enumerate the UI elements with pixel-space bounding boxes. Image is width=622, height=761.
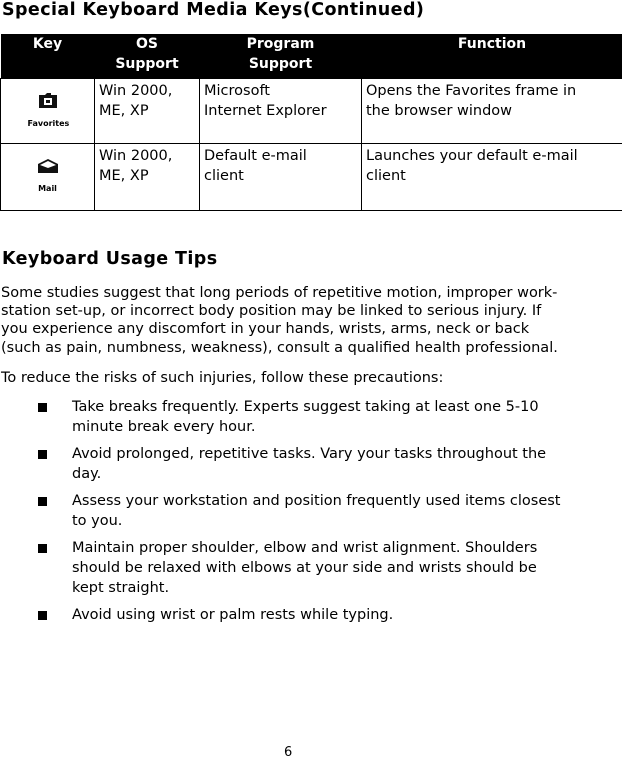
function-line: Opens the Favorites frame in — [366, 83, 577, 99]
program-line: Microsoft — [204, 83, 270, 99]
tip-line: Avoid using wrist or palm rests while typing. — [72, 607, 394, 623]
mail-key — [28, 158, 68, 197]
intro-line: Some studies suggest that long periods of repetitive motion, improper work- — [1, 285, 558, 301]
favorites-folder-icon — [38, 91, 58, 109]
header-program — [200, 34, 362, 79]
function-cell — [362, 79, 622, 144]
square-bullet-icon — [38, 497, 47, 506]
favorites-key — [28, 91, 68, 132]
intro-line: you experience any discomfort in your hands, wrists, arms, neck or back — [1, 321, 530, 338]
header-key: Key — [1, 34, 95, 79]
intro-paragraph — [1, 284, 621, 357]
mail-envelope-icon — [37, 158, 59, 174]
header-program-line: Support — [248, 56, 313, 72]
key-caption: Mail — [38, 183, 57, 193]
list-item — [0, 491, 622, 531]
square-bullet-icon — [38, 450, 47, 459]
table-row — [1, 144, 622, 211]
list-item — [0, 397, 622, 437]
key-cell — [1, 144, 95, 211]
header-os-line: OS — [136, 36, 158, 52]
page-number: 6 — [284, 745, 293, 760]
program-line: Default e-mail — [204, 148, 307, 164]
tip-line: kept straight. — [72, 580, 170, 596]
header-program-line: Program — [246, 36, 315, 52]
tip-line: minute break every hour. — [72, 419, 256, 435]
square-bullet-icon — [38, 403, 47, 412]
precautions-lead: To reduce the risks of such injuries, follow these precautions: — [1, 370, 444, 386]
key-caption: Favorites — [27, 118, 70, 128]
os-line: Win 2000, — [99, 83, 173, 99]
program-cell — [200, 79, 362, 144]
function-line: client — [366, 168, 406, 184]
program-line: Internet Explorer — [204, 103, 327, 119]
os-cell — [95, 144, 200, 211]
key-cell — [1, 79, 95, 144]
program-cell — [200, 144, 362, 211]
list-item — [0, 605, 622, 625]
os-line: ME, XP — [99, 103, 149, 119]
list-item — [0, 538, 622, 598]
section-title: Special Keyboard Media Keys(Continued) — [2, 0, 425, 20]
function-line: the browser window — [366, 103, 513, 119]
os-line: ME, XP — [99, 168, 149, 184]
header-os-line: Support — [115, 56, 179, 72]
header-function: Function — [362, 34, 622, 79]
os-cell — [95, 79, 200, 144]
tip-line: Maintain proper shoulder, elbow and wrist alignment. Shoulders — [72, 540, 538, 556]
media-keys-table — [0, 34, 622, 211]
square-bullet-icon — [38, 544, 47, 553]
precautions-list — [0, 397, 622, 632]
square-bullet-icon — [38, 611, 47, 620]
intro-line: station set-up, or incorrect body position may be linked to serious injury. If — [1, 303, 542, 320]
header-os — [95, 34, 200, 79]
tip-line: Assess your workstation and position frequently used items closest — [72, 493, 561, 509]
os-line: Win 2000, — [99, 148, 173, 164]
function-line: Launches your default e-mail — [366, 148, 578, 164]
program-line: client — [204, 168, 244, 184]
intro-line: (such as pain, numbness, weakness), consult a qualified health professional. — [1, 339, 558, 356]
table-header-row — [1, 34, 622, 79]
tip-line: Take breaks frequently. Experts suggest taking at least one 5-10 — [72, 399, 539, 415]
usage-tips-title: Keyboard Usage Tips — [2, 249, 218, 269]
function-cell — [362, 144, 622, 211]
tip-line: day. — [72, 466, 102, 482]
tip-line: Avoid prolonged, repetitive tasks. Vary your tasks throughout the — [72, 446, 547, 462]
tip-line: to you. — [72, 513, 123, 529]
list-item — [0, 444, 622, 484]
tip-line: should be relaxed with elbows at your side and wrists should be — [72, 560, 537, 576]
table-row — [1, 79, 622, 144]
